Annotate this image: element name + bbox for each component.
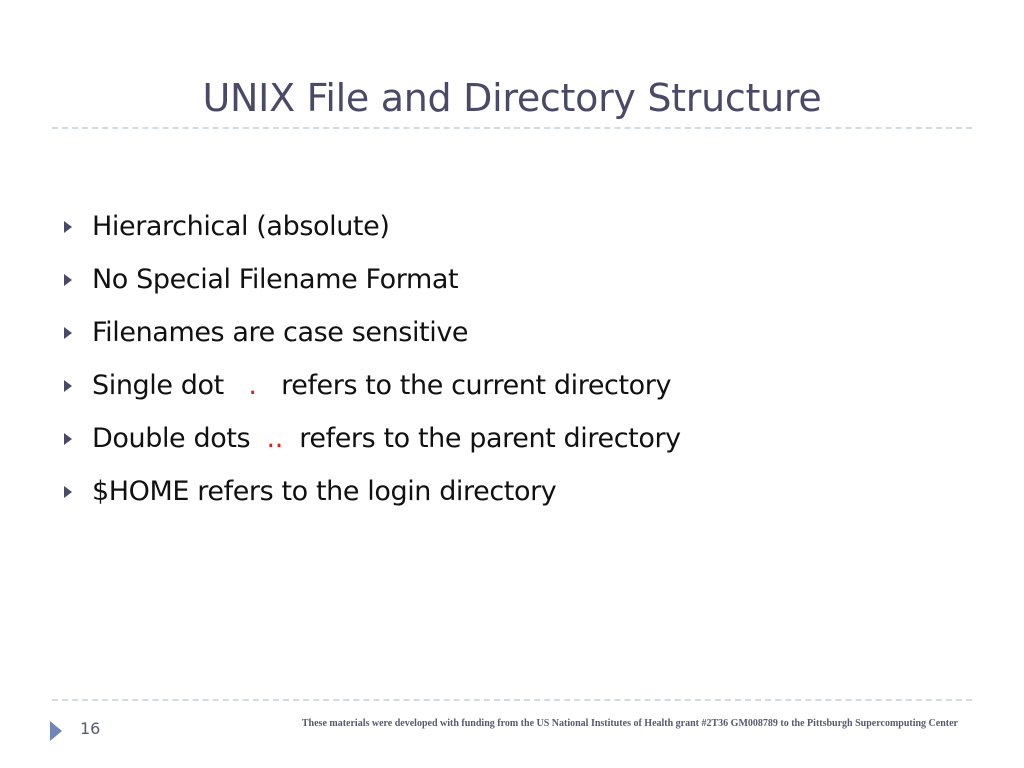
bullet-text: $HOME refers to the login directory	[92, 476, 557, 507]
bullet-text-prefix: Single dot	[92, 370, 249, 401]
bullet-text: Hierarchical (absolute)	[92, 211, 390, 242]
bullet-arrow-icon	[64, 274, 72, 286]
bullet-item	[58, 412, 978, 465]
bullet-arrow-icon	[64, 433, 72, 445]
bullet-list	[58, 200, 978, 518]
double-dots-highlight: ..	[266, 423, 283, 454]
bullet-arrow-icon	[64, 327, 72, 339]
bullet-text	[92, 370, 671, 401]
bullet-text	[92, 423, 681, 454]
bullet-arrow-icon	[64, 380, 72, 392]
bullet-text: Filenames are case sensitive	[92, 317, 469, 348]
page-number: 16	[80, 719, 101, 738]
bullet-text: No Special Filename Format	[92, 264, 459, 295]
bullet-item	[58, 253, 978, 306]
bullet-item	[58, 359, 978, 412]
bullet-item	[58, 306, 978, 359]
bullet-text-prefix: Double dots	[92, 423, 267, 454]
single-dot-highlight: .	[248, 370, 257, 401]
footer-funding-note: These materials were developed with funding from the US National Institutes of Health grant #2T36 GM008789 to the Pittsburgh Supercomputing Center	[301, 718, 958, 729]
footer-divider	[52, 699, 972, 701]
bullet-item	[58, 200, 978, 253]
bullet-item	[58, 465, 978, 518]
footer-triangle-icon	[50, 721, 62, 741]
bullet-text-suffix: refers to the parent directory	[282, 423, 681, 454]
bullet-arrow-icon	[64, 486, 72, 498]
bullet-text-suffix: refers to the current directory	[256, 370, 672, 401]
slide-title: UNIX File and Directory Structure	[202, 76, 822, 120]
title-divider	[52, 127, 972, 129]
bullet-arrow-icon	[64, 221, 72, 233]
